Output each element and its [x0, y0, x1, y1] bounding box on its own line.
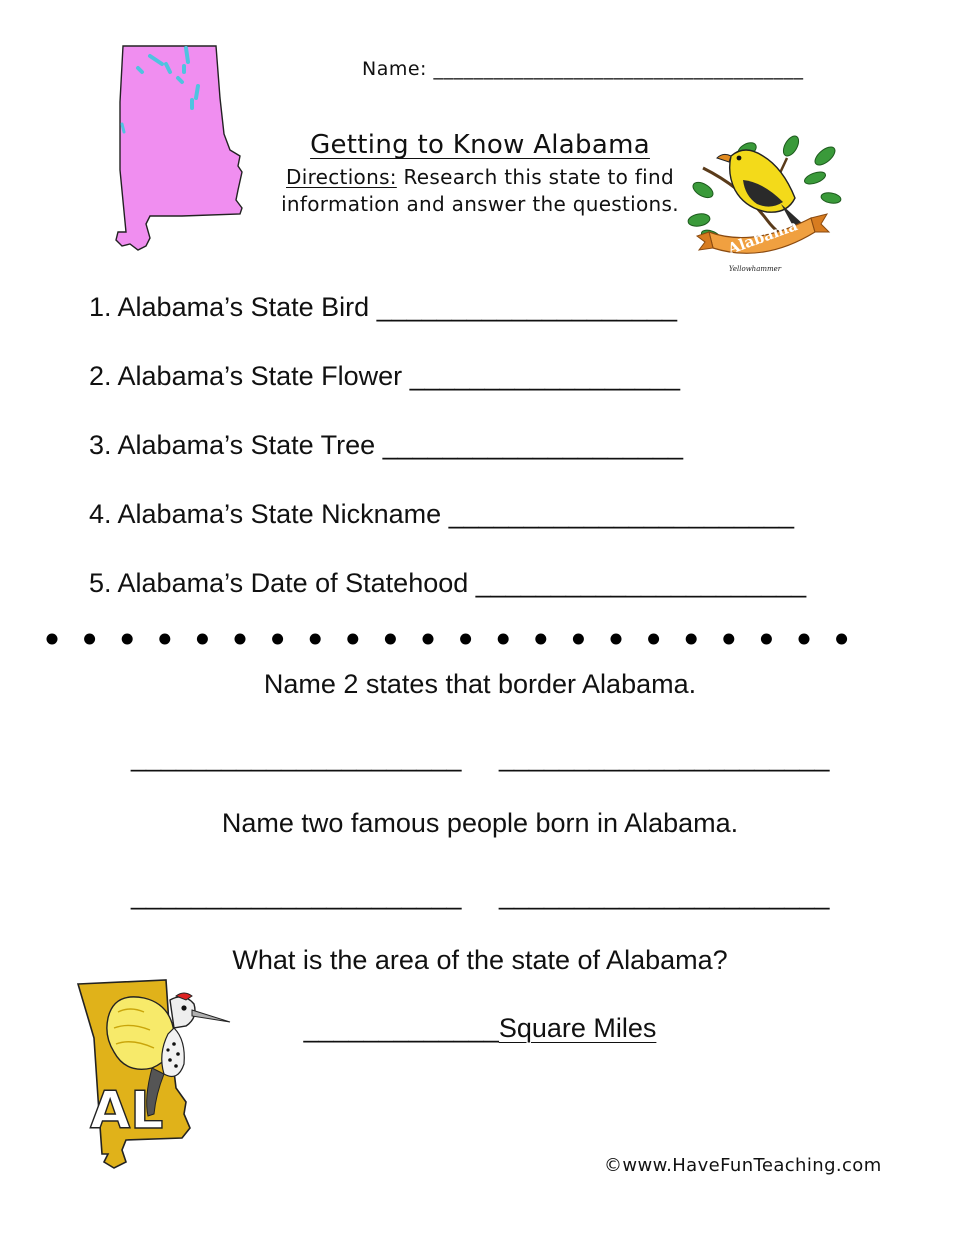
- famous-person-blank-2[interactable]: ______________________: [499, 880, 830, 910]
- divider-dot: [122, 634, 133, 645]
- divider-dot: [573, 634, 584, 645]
- divider-dot: [648, 634, 659, 645]
- divider-dot: [159, 634, 170, 645]
- emblem-caption: Yellowhammer: [728, 265, 782, 273]
- question-5-blank[interactable]: ______________________: [475, 568, 807, 598]
- directions-text: Research this state to find information and answer the questions.: [281, 165, 679, 216]
- divider-dot: [761, 634, 772, 645]
- divider-dot: [611, 634, 622, 645]
- divider-dot: [836, 634, 847, 645]
- question-3: [89, 430, 683, 461]
- border-states-prompt: Name 2 states that border Alabama.: [263, 669, 697, 699]
- directions: [265, 164, 695, 218]
- divider-dot: [799, 634, 810, 645]
- al-label: AL: [90, 1081, 164, 1141]
- divider-dot: [47, 634, 58, 645]
- question-5-text: 5. Alabama’s Date of Statehood: [89, 568, 469, 598]
- divider-dot: [347, 634, 358, 645]
- directions-label: Directions:: [286, 165, 397, 189]
- name-row: [362, 58, 804, 80]
- question-4: [89, 499, 794, 530]
- yellowhammer-emblem-image: [683, 128, 843, 276]
- al-woodpecker-image: [74, 978, 234, 1174]
- border-state-blank-1[interactable]: ______________________: [131, 742, 462, 772]
- divider-dot: [686, 634, 697, 645]
- divider-dot: [197, 634, 208, 645]
- question-2: [89, 361, 680, 392]
- dotted-divider: [42, 629, 872, 649]
- divider-dot: [535, 634, 546, 645]
- divider-dot: [84, 634, 95, 645]
- title-text: Getting to Know Alabama: [310, 130, 650, 160]
- question-2-text: 2. Alabama’s State Flower: [89, 361, 403, 391]
- emblem-banner-text: Alabama: [725, 216, 800, 258]
- question-2-blank[interactable]: __________________: [409, 361, 680, 391]
- question-3-text: 3. Alabama’s State Tree: [89, 430, 376, 460]
- divider-dot: [460, 634, 471, 645]
- divider-dot: [385, 634, 396, 645]
- square-miles-label: Square Miles: [498, 1013, 657, 1043]
- question-4-text: 4. Alabama’s State Nickname: [89, 499, 442, 529]
- question-1-text: 1. Alabama’s State Bird: [89, 292, 370, 322]
- divider-dot: [310, 634, 321, 645]
- divider-dot: [235, 634, 246, 645]
- divider-dot: [272, 634, 283, 645]
- divider-dot: [723, 634, 734, 645]
- name-label: Name:: [362, 58, 427, 80]
- question-5: [89, 568, 806, 599]
- copyright-text: ©www.HaveFunTeaching.com: [604, 1155, 882, 1176]
- name-blank[interactable]: _____________________________________: [433, 58, 804, 80]
- area-blank[interactable]: _____________: [303, 1013, 499, 1043]
- area-prompt: What is the area of the state of Alabama?: [232, 945, 728, 975]
- divider-dot: [498, 634, 509, 645]
- question-1: [89, 292, 677, 323]
- question-1-blank[interactable]: ____________________: [376, 292, 678, 322]
- border-state-blank-2[interactable]: ______________________: [499, 742, 830, 772]
- famous-people-prompt: Name two famous people born in Alabama.: [221, 808, 739, 838]
- divider-dot: [423, 634, 434, 645]
- question-4-blank[interactable]: _______________________: [448, 499, 795, 529]
- question-3-blank[interactable]: ____________________: [382, 430, 684, 460]
- famous-person-blank-1[interactable]: ______________________: [131, 880, 462, 910]
